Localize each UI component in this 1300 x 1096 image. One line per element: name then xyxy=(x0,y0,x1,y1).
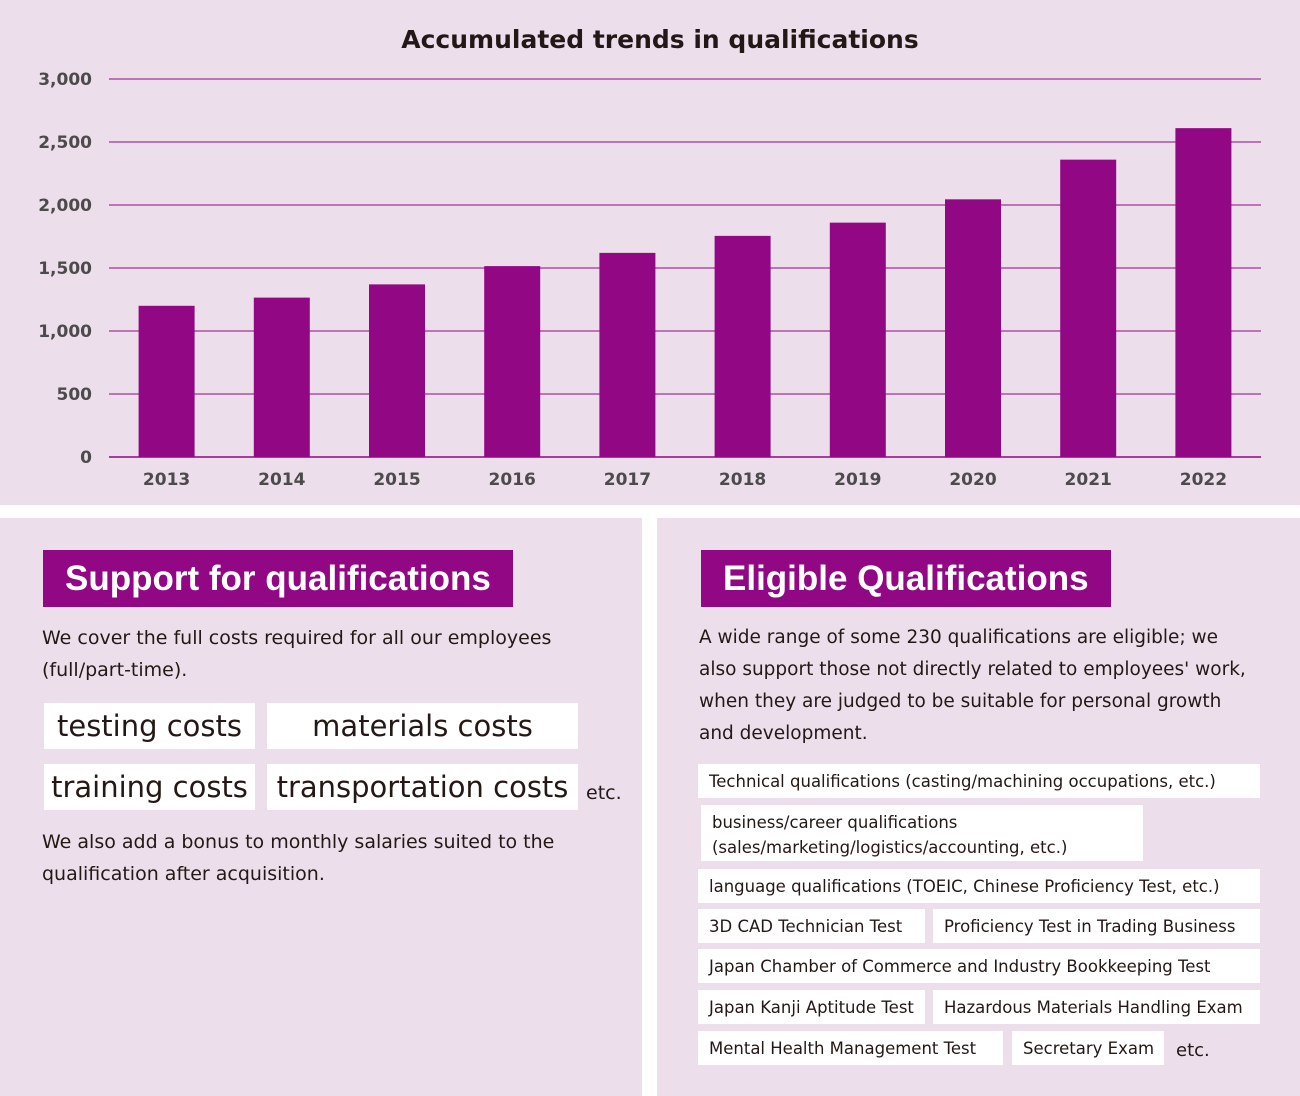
chart-panel xyxy=(0,0,1300,505)
chart-title: Accumulated trends in qualifications xyxy=(401,25,919,54)
x-tick-label: 2013 xyxy=(142,470,191,490)
eligible-intro-line2: also support those not directly related to employees' work, xyxy=(699,659,1246,680)
support-etc: etc. xyxy=(586,782,622,804)
y-tick-label: 0 xyxy=(80,448,92,468)
bars xyxy=(139,128,1232,457)
qualification-item xyxy=(701,805,1143,861)
y-tick-label: 3,000 xyxy=(38,70,92,90)
x-tick-label: 2015 xyxy=(373,470,421,490)
qualification-item: language qualifications (TOEIC, Chinese Proficiency Test, etc.) xyxy=(698,869,1260,903)
bar-2017 xyxy=(599,253,655,457)
eligible-intro-line3: when they are judged to be suitable for personal growth xyxy=(699,691,1222,712)
x-tick-label: 2017 xyxy=(603,470,652,490)
eligible-etc: etc. xyxy=(1176,1040,1210,1061)
qualification-item: Secretary Exam xyxy=(1012,1031,1164,1065)
y-tick-label: 1,500 xyxy=(38,259,92,279)
qualification-item: Japan Chamber of Commerce and Industry Bookkeeping Test xyxy=(698,949,1260,983)
qualification-item: Hazardous Materials Handling Exam xyxy=(933,990,1260,1024)
support-intro-line2: (full/part-time). xyxy=(42,659,188,681)
qualification-item: Proficiency Test in Trading Business xyxy=(933,909,1260,943)
bar-chart xyxy=(0,0,1300,505)
support-bonus xyxy=(42,826,554,890)
eligible-intro-line4: and development. xyxy=(699,723,868,744)
bar-2013 xyxy=(139,306,195,457)
support-intro xyxy=(42,622,551,686)
qualification-item-line2: (sales/marketing/logistics/accounting, etc.) xyxy=(712,838,1068,857)
y-tick-label: 500 xyxy=(56,385,92,405)
cost-training: training costs xyxy=(44,764,255,810)
bar-2014 xyxy=(254,298,310,457)
x-tick-label: 2016 xyxy=(488,470,536,490)
x-tick-label: 2019 xyxy=(834,470,882,490)
y-tick-label: 2,500 xyxy=(38,133,92,153)
x-tick-label: 2021 xyxy=(1064,470,1112,490)
cost-transportation: transportation costs xyxy=(267,764,578,810)
bar-2022 xyxy=(1175,128,1231,457)
y-axis-ticks xyxy=(38,70,92,468)
support-bonus-line2: qualification after acquisition. xyxy=(42,863,325,885)
support-heading: Support for qualifications xyxy=(43,550,513,607)
qualification-item-line1: business/career qualifications xyxy=(712,813,958,832)
x-tick-label: 2018 xyxy=(718,470,767,490)
support-bonus-line1: We also add a bonus to monthly salaries suited to the xyxy=(42,831,555,853)
bar-2020 xyxy=(945,199,1001,457)
support-intro-line1: We cover the full costs required for all our employees xyxy=(42,627,552,649)
eligible-intro xyxy=(699,622,1246,750)
x-axis-ticks xyxy=(143,470,1227,490)
eligible-intro-line1: A wide range of some 230 qualifications are eligible; we xyxy=(699,627,1219,648)
y-tick-label: 1,000 xyxy=(38,322,92,342)
bar-2016 xyxy=(484,266,540,457)
bar-2018 xyxy=(715,236,771,457)
cost-materials: materials costs xyxy=(267,703,578,749)
bar-2021 xyxy=(1060,160,1116,457)
x-tick-label: 2022 xyxy=(1179,470,1228,490)
y-tick-label: 2,000 xyxy=(38,196,92,216)
bar-2019 xyxy=(830,223,886,457)
x-tick-label: 2020 xyxy=(949,470,997,490)
qualification-item: Mental Health Management Test xyxy=(698,1031,1003,1065)
qualification-item: 3D CAD Technician Test xyxy=(698,909,925,943)
cost-testing: testing costs xyxy=(44,703,255,749)
eligible-panel xyxy=(657,518,1300,1096)
eligible-heading: Eligible Qualifications xyxy=(701,550,1111,607)
qualification-item: Japan Kanji Aptitude Test xyxy=(698,990,925,1024)
bar-2015 xyxy=(369,284,425,457)
x-tick-label: 2014 xyxy=(258,470,306,490)
support-panel xyxy=(0,518,642,1096)
qualification-item: Technical qualifications (casting/machining occupations, etc.) xyxy=(698,764,1260,798)
